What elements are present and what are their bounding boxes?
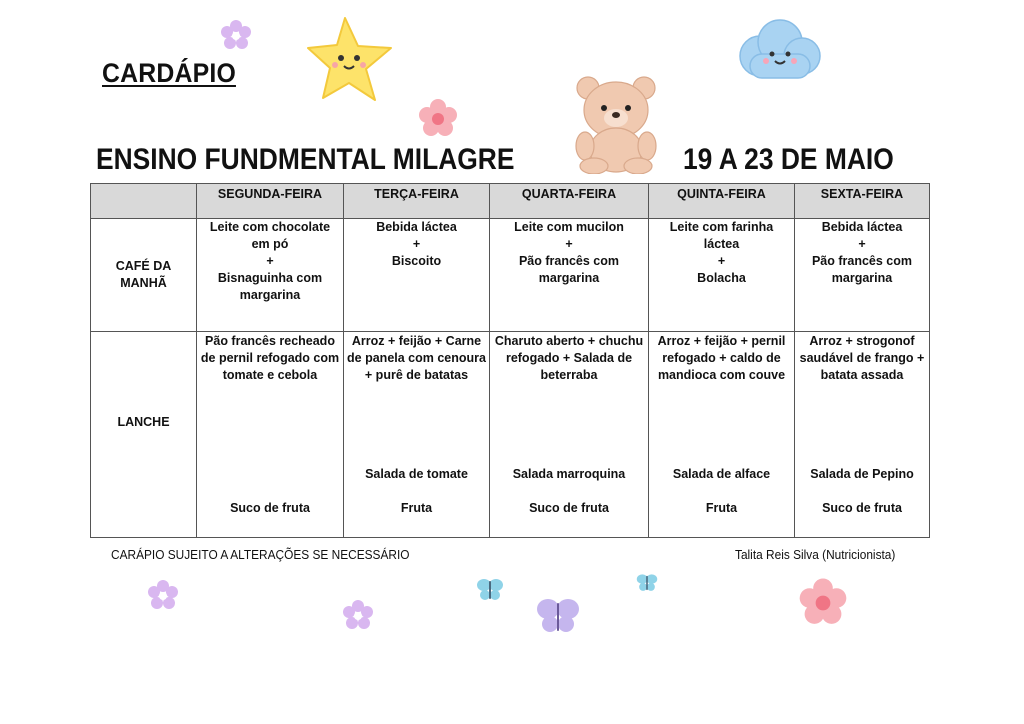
- menu-line: Bebida láctea: [821, 220, 903, 234]
- menu-line: beterraba: [540, 368, 598, 382]
- breakfast-cell-thursday: [649, 219, 795, 332]
- date-range: 19 A 23 DE MAIO: [683, 143, 894, 176]
- day-header-friday: SEXTA-FEIRA: [795, 184, 930, 219]
- menu-line: +: [412, 237, 421, 251]
- menu-line: margarina: [831, 271, 893, 285]
- menu-line: Pão francês recheado: [205, 334, 335, 348]
- lunch-main-dish: [492, 333, 646, 384]
- menu-line: margarina: [538, 271, 600, 285]
- breakfast-cell-friday: [795, 219, 930, 332]
- disclaimer-note: CARÁPIO SUJEITO A ALTERAÇÕES SE NECESSÁRIO: [111, 548, 410, 562]
- menu-line: Bisnaguinha com: [217, 271, 323, 285]
- menu-line: +: [266, 254, 274, 268]
- school-name: ENSINO FUNDMENTAL MILAGRE: [96, 143, 515, 176]
- butterfly-icon: [476, 576, 504, 604]
- menu-line: de panela com cenoura: [347, 351, 486, 365]
- menu-line: Bebida láctea: [376, 220, 457, 234]
- row-label-lunch: [91, 332, 197, 538]
- butterfly-icon: [636, 572, 658, 594]
- butterfly-icon: [536, 596, 580, 636]
- lunch-main-dish: [797, 333, 927, 384]
- lunch-salad: Salada de tomate: [365, 467, 468, 481]
- menu-line: +: [717, 254, 726, 268]
- cloud-icon: [730, 16, 826, 88]
- lunch-main-dish: [651, 333, 792, 384]
- menu-line: Biscoito: [391, 254, 442, 268]
- menu-line: Leite com chocolate: [209, 220, 331, 234]
- pink-flower-icon: [794, 576, 852, 630]
- lunch-drink: Suco de fruta: [822, 501, 902, 515]
- lunch-main-dish: [346, 333, 487, 384]
- menu-line: Arroz + feijão + pernil: [657, 334, 786, 348]
- smiling-star-icon: [305, 14, 397, 104]
- menu-line: margarina: [239, 288, 301, 302]
- row-label-line: LANCHE: [117, 415, 170, 429]
- lunch-salad: Salada de Pepino: [810, 467, 914, 481]
- corner-cell: [91, 184, 197, 219]
- lunch-drink: Fruta: [705, 501, 738, 515]
- row-label-line: CAFÉ DA: [115, 259, 172, 273]
- lunch-cell-monday: [197, 332, 344, 538]
- day-header-thursday: QUINTA-FEIRA: [649, 184, 795, 219]
- menu-line: em pó: [251, 237, 289, 251]
- table-row: [91, 219, 930, 332]
- lunch-drink: Suco de fruta: [230, 501, 310, 515]
- lilac-flower-icon: [145, 578, 181, 614]
- menu-line: refogado + caldo de: [662, 351, 781, 365]
- menu-line: Pão francês com: [811, 254, 913, 268]
- day-header-monday: SEGUNDA-FEIRA: [197, 184, 344, 219]
- menu-line: + purê de batatas: [364, 368, 469, 382]
- menu-line: tomate e cebola: [222, 368, 318, 382]
- menu-line: +: [565, 237, 573, 251]
- teddy-bear-icon: [568, 74, 664, 174]
- menu-line: mandioca com couve: [657, 368, 786, 382]
- menu-table: [90, 183, 930, 538]
- menu-line: +: [858, 237, 866, 251]
- lunch-drink: Fruta: [400, 501, 433, 515]
- menu-line: Arroz + feijão + Carne: [351, 334, 482, 348]
- menu-line: Leite com farinha: [669, 220, 774, 234]
- menu-line: de pernil refogado com: [200, 351, 340, 365]
- lunch-cell-wednesday: [490, 332, 649, 538]
- lunch-main-dish: [199, 333, 341, 384]
- row-label-breakfast: [91, 219, 197, 332]
- menu-line: Bolacha: [697, 271, 746, 285]
- nutritionist-signature: Talita Reis Silva (Nutricionista): [735, 548, 896, 562]
- lunch-drink: Suco de fruta: [529, 501, 609, 515]
- lunch-salad: Salada marroquina: [512, 467, 626, 481]
- table-row: [91, 332, 930, 538]
- menu-line: Arroz + strogonof: [809, 334, 915, 348]
- lunch-salad: Salada de alface: [672, 467, 771, 481]
- header-row: [91, 184, 930, 219]
- breakfast-cell-wednesday: [490, 219, 649, 332]
- lunch-cell-thursday: [649, 332, 795, 538]
- lunch-cell-tuesday: [344, 332, 490, 538]
- lunch-cell-friday: [795, 332, 930, 538]
- breakfast-cell-monday: [197, 219, 344, 332]
- lilac-flower-icon: [218, 18, 254, 54]
- lilac-flower-icon: [340, 598, 376, 634]
- day-header-wednesday: QUARTA-FEIRA: [490, 184, 649, 219]
- menu-line: láctea: [703, 237, 740, 251]
- pink-flower-icon: [416, 97, 460, 141]
- menu-line: Pão francês com: [518, 254, 620, 268]
- menu-line: saudável de frango +: [799, 351, 925, 365]
- breakfast-cell-tuesday: [344, 219, 490, 332]
- menu-line: Leite com mucilon: [514, 220, 624, 234]
- menu-line: refogado + Salada de: [505, 351, 633, 365]
- row-label-line: MANHÃ: [120, 276, 167, 290]
- page-title: CARDÁPIO: [102, 58, 236, 88]
- day-header-tuesday: TERÇA-FEIRA: [344, 184, 490, 219]
- menu-line: batata assada: [820, 368, 904, 382]
- menu-line: Charuto aberto + chuchu: [494, 334, 644, 348]
